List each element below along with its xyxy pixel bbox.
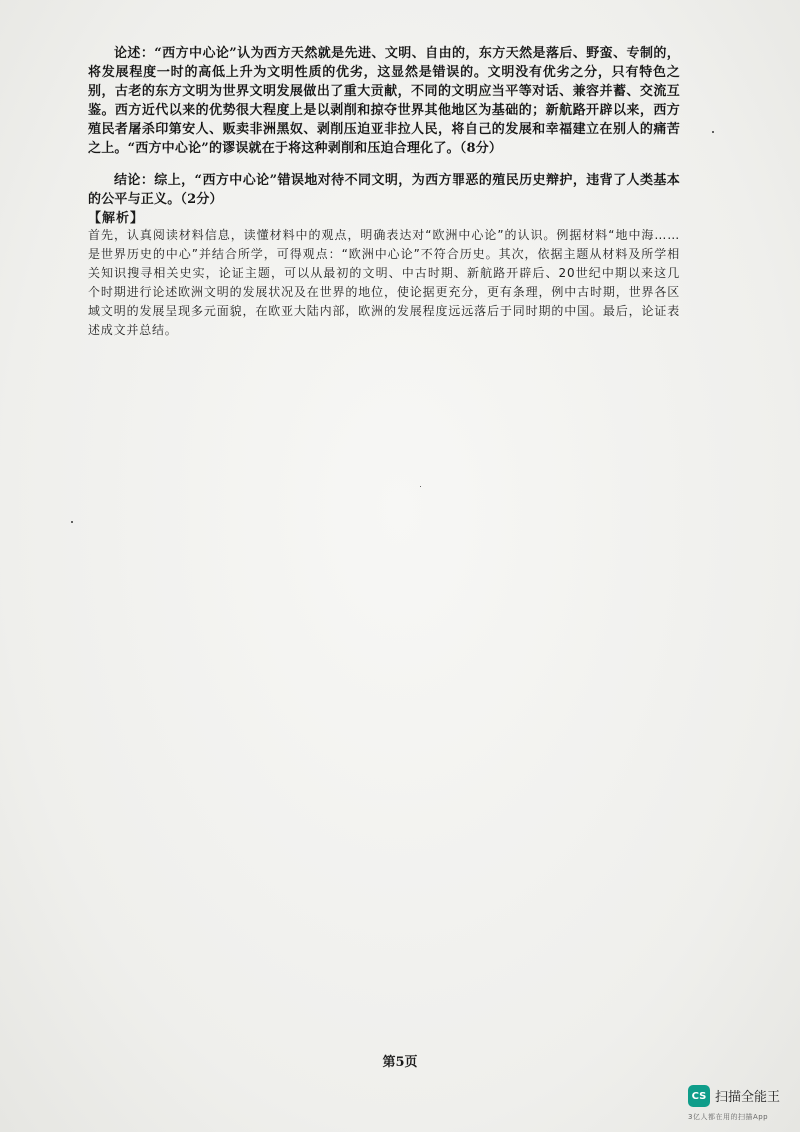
scanner-watermark xyxy=(688,1085,798,1129)
watermark-app-name: 扫描全能王 xyxy=(715,1090,781,1105)
analysis-text: 首先，认真阅读材料信息，读懂材料中的观点，明确表达对“欧洲中心论”的认识。例据材料“地中海……是世界历史的中心”并结合所学，可得观点：“欧洲中心论”不符合历史。其次，依据主题从材料及所学相关知识搜寻相关史实，论证主题，可以从最初的文明、中古时期、新航路开辟后、20世纪中期以来这几个时期进行论述欧洲文明的发展状况及在世界的地位，使论据更充分，更有条理，例中古时期，世界各区域文明的发展呈现多元面貌，在欧亚大陆内部，欧洲的发展程度远远落后于同时期的中国。最后，论证表述成文并总结。 xyxy=(88,228,680,337)
watermark-slogan: 3亿人都在用的扫描App xyxy=(688,1113,769,1121)
page-number: 第5页 xyxy=(382,1055,418,1070)
scan-speck xyxy=(420,486,421,487)
scan-speck xyxy=(712,131,714,133)
camscanner-logo-icon: CS xyxy=(688,1085,710,1107)
scan-speck xyxy=(71,521,73,523)
argument-paragraph: 论述：“西方中心论”认为西方天然就是先进、文明、自由的，东方天然是落后、野蛮、专制的，将发展程度一时的高低上升为文明性质的优劣，这显然是错误的。文明没有优劣之分，只有特色之别，古老的东方文明为世界文明发展做出了重大贡献，不同的文明应当平等对话、兼容并蓄、交流互鉴。西方近代以来的优势很大程度上是以剥削和掠夺世界其他地区为基础的；新航路开辟以来，西方殖民者屠杀印第安人、贩卖非洲黑奴、剥削压迫亚非拉人民，将自己的发展和幸福建立在别人的痛苦之上。“西方中心论”的谬误就在于将这种剥削和压迫合理化了。（8分） xyxy=(88,46,680,156)
analysis-heading: 【解析】 xyxy=(88,211,145,226)
conclusion-paragraph: 结论：综上，“西方中心论”错误地对待不同文明，为西方罪恶的殖民历史辩护，违背了人类基本的公平与正义。（2分） xyxy=(88,173,680,207)
